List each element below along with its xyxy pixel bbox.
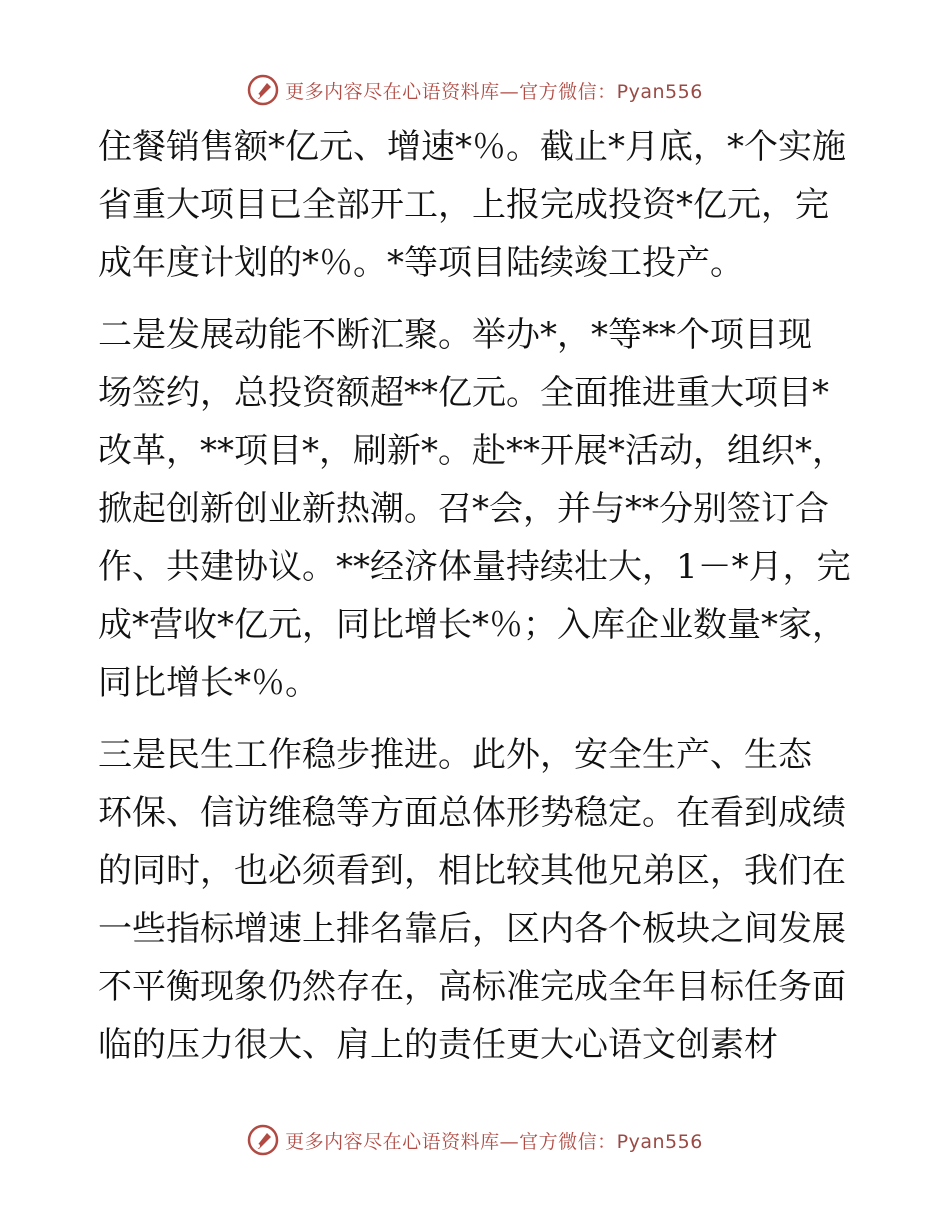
paragraph-2 (98, 306, 858, 712)
text-line: 掀起创新创业新热潮。召*会，并与**分别签订合 (98, 489, 829, 529)
text-line: 作、共建协议。**经济体量持续壮大，1－*月，完 (98, 547, 851, 587)
text-line: 成*营收*亿元，同比增长*％；入库企业数量*家， (98, 605, 846, 645)
text-line: 临的压力很大、肩上的责任更大心语文创素材 (98, 1025, 778, 1065)
footer-watermark-banner (0, 1120, 950, 1160)
paragraph-1 (98, 118, 858, 292)
text-line: 场签约，总投资额超**亿元。全面推进重大项目* (98, 373, 829, 413)
text-line: 成年度计划的*％。*等项目陆续竣工投产。 (98, 243, 744, 283)
banner-text: 更多内容尽在心语资料库—官方微信：Pyan556 (285, 1130, 703, 1153)
wechat-id: Pyan556 (616, 80, 703, 103)
text-line: 同比增长*％。 (98, 663, 319, 703)
text-line: 环保、信访维稳等方面总体形势稳定。在看到成绩 (98, 793, 846, 833)
pen-nib-logo-icon (247, 1124, 279, 1156)
text-line: 不平衡现象仍然存在，高标准完成全年目标任务面 (98, 967, 846, 1007)
pen-nib-logo-icon (247, 74, 279, 106)
header-watermark-banner (0, 70, 950, 110)
document-body (98, 118, 858, 1074)
banner-text: 更多内容尽在心语资料库—官方微信：Pyan556 (285, 80, 703, 103)
text-line: 二是发展动能不断汇聚。举办*，*等**个项目现 (98, 315, 812, 355)
wechat-id: Pyan556 (616, 1130, 703, 1153)
text-line: 省重大项目已全部开工，上报完成投资*亿元，完 (98, 185, 829, 225)
text-line: 住餐销售额*亿元、增速*％。截止*月底，*个实施 (98, 127, 846, 167)
text-line: 一些指标增速上排名靠后，区内各个板块之间发展 (98, 909, 846, 949)
text-line: 改革，**项目*，刷新*。赴**开展*活动，组织*， (98, 431, 846, 471)
paragraph-3 (98, 726, 858, 1074)
text-line: 三是民生工作稳步推进。此外，安全生产、生态 (98, 735, 812, 775)
text-line: 的同时，也必须看到，相比较其他兄弟区，我们在 (98, 851, 846, 891)
